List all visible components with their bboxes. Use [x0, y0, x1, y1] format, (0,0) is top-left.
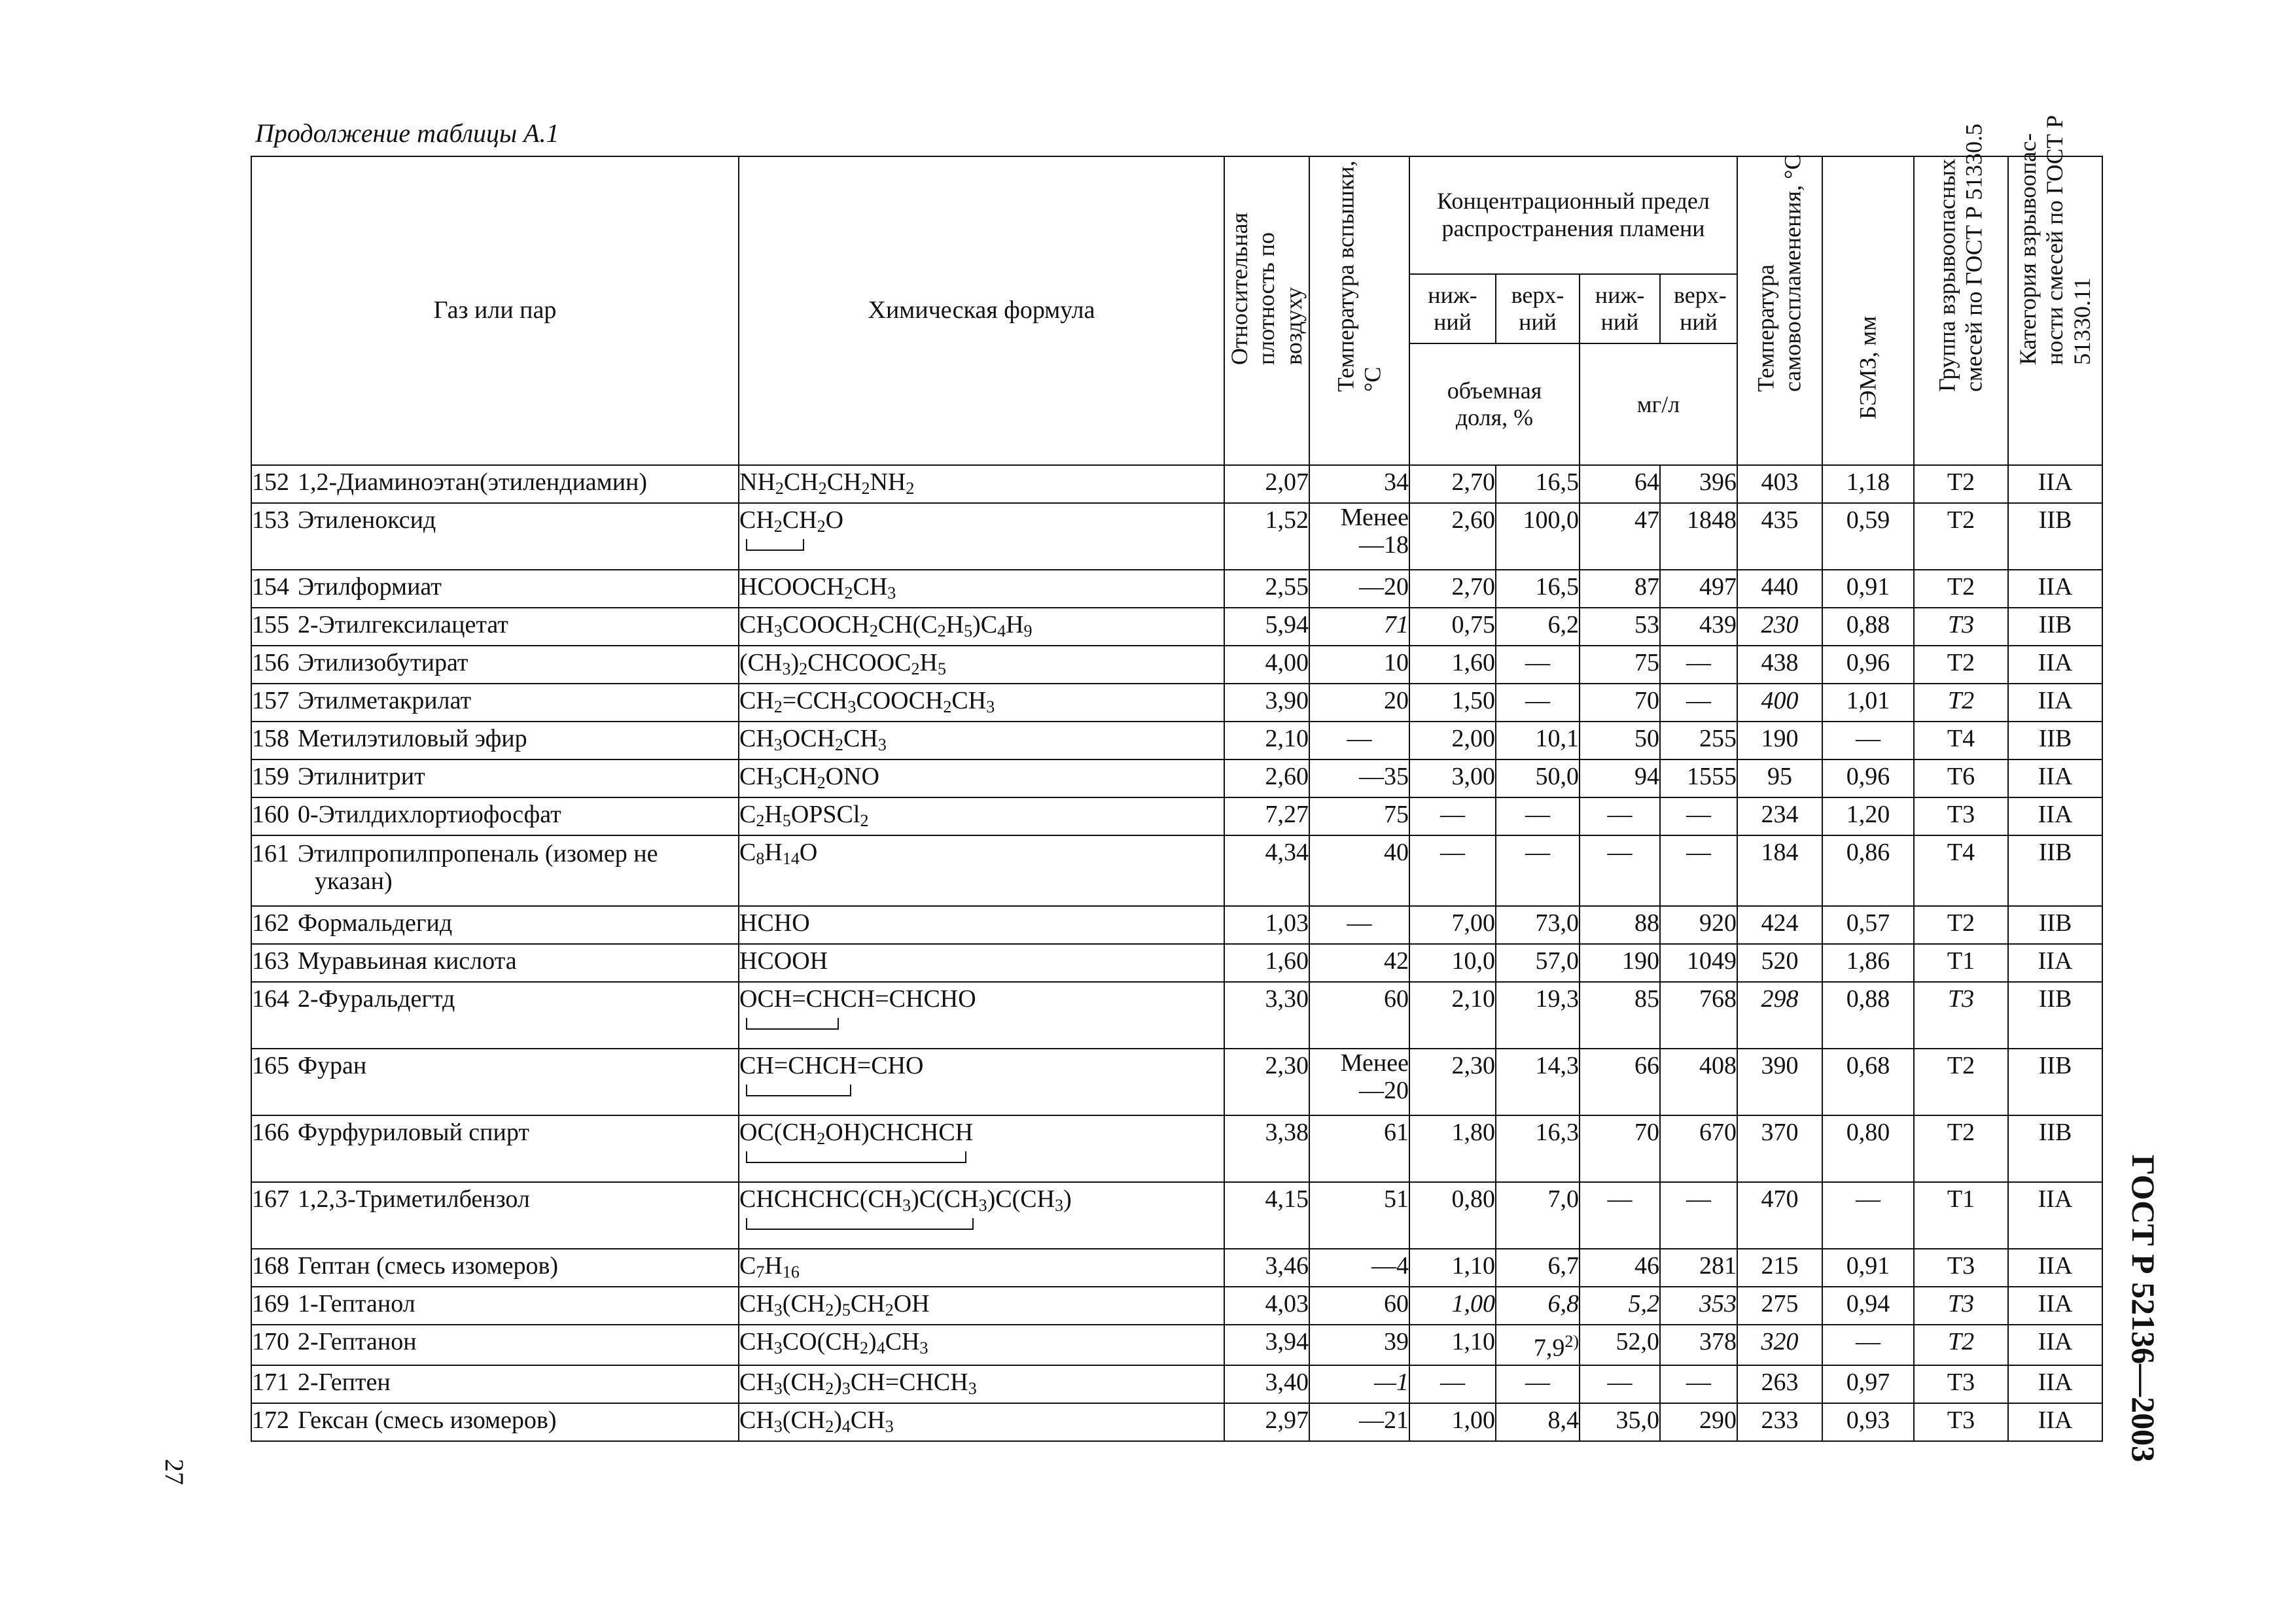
group-cell: Т2	[1914, 906, 2008, 944]
lower-mg-cell: —	[1580, 797, 1660, 835]
chemical-formula: OCH=CHCH=CHCHO	[739, 982, 1224, 1049]
group-cell: Т2	[1914, 684, 2008, 722]
autoign-cell: 298	[1737, 982, 1822, 1049]
chemical-formula: $C_8H_{14}O$	[739, 835, 1224, 906]
autoign-cell: 215	[1737, 1249, 1822, 1287]
chemical-formula: $CH_3(CH_2)_3CH=CHCH_3$	[739, 1365, 1224, 1403]
upper-mg-cell: 290	[1660, 1403, 1737, 1441]
bemz-cell: 0,57	[1822, 906, 1914, 944]
lower-mg-cell: 70	[1580, 1115, 1660, 1182]
table-row	[251, 503, 2102, 570]
table-row	[251, 797, 2102, 835]
density-cell: 5,94	[1224, 608, 1309, 646]
header-volume-fraction: объемная доля, %	[1409, 343, 1580, 465]
bemz-cell: 0,59	[1822, 503, 1914, 570]
chemical-formula: $CH_3COOCH_2CH(C_2H_5)C_4H_9$	[739, 608, 1224, 646]
lower-vol-cell: 0,75	[1409, 608, 1496, 646]
chemical-formula: $CH_3CH_2ONO$	[739, 759, 1224, 797]
upper-mg-cell: —	[1660, 797, 1737, 835]
table-row	[251, 1049, 2102, 1115]
page-number: 27	[160, 1459, 189, 1485]
autoign-cell: 233	[1737, 1403, 1822, 1441]
table-caption: Продолжение таблицы А.1	[255, 118, 559, 148]
lower-vol-cell: 1,10	[1409, 1325, 1496, 1365]
category-cell: IIA	[2008, 1325, 2102, 1365]
gas-name: 159 Этилнитрит	[251, 759, 739, 797]
bemz-cell: 1,20	[1822, 797, 1914, 835]
chemical-formula: HCOOH	[739, 944, 1224, 982]
header-mg-per-l: мг/л	[1580, 343, 1737, 465]
density-cell: 3,90	[1224, 684, 1309, 722]
group-cell: Т4	[1914, 722, 2008, 759]
category-cell: IIB	[2008, 1115, 2102, 1182]
flash-cell: 75	[1309, 797, 1409, 835]
density-cell: 1,60	[1224, 944, 1309, 982]
lower-vol-cell: 2,60	[1409, 503, 1496, 570]
upper-vol-cell: 16,5	[1496, 465, 1580, 503]
lower-mg-cell: 64	[1580, 465, 1660, 503]
lower-vol-cell: 2,10	[1409, 982, 1496, 1049]
lower-vol-cell: 1,50	[1409, 684, 1496, 722]
gas-name: 165 Фуран	[251, 1049, 739, 1115]
lower-mg-cell: 53	[1580, 608, 1660, 646]
density-cell: 2,10	[1224, 722, 1309, 759]
upper-mg-cell: 281	[1660, 1249, 1737, 1287]
group-cell: Т3	[1914, 1365, 2008, 1403]
flash-cell: —21	[1309, 1403, 1409, 1441]
header-group: Группа взрывоопасных смесей по ГОСТ Р 51330.5	[1914, 156, 2008, 465]
upper-mg-cell: 920	[1660, 906, 1737, 944]
density-cell: 2,97	[1224, 1403, 1309, 1441]
lower-mg-cell: 190	[1580, 944, 1660, 982]
header-formula: Химическая формула	[739, 156, 1224, 465]
header-bemz: БЭМЗ, мм	[1822, 156, 1914, 465]
flash-cell: 40	[1309, 835, 1409, 906]
flash-cell: 71	[1309, 608, 1409, 646]
upper-vol-cell: —	[1496, 835, 1580, 906]
table-row	[251, 1182, 2102, 1249]
lower-mg-cell: 94	[1580, 759, 1660, 797]
table-row	[251, 570, 2102, 608]
upper-vol-cell: 14,3	[1496, 1049, 1580, 1115]
header-autoignition: Температура самовоспламенения, °C	[1737, 156, 1822, 465]
lower-mg-cell: 70	[1580, 684, 1660, 722]
upper-vol-cell: 10,1	[1496, 722, 1580, 759]
group-cell: Т6	[1914, 759, 2008, 797]
upper-vol-cell: 6,7	[1496, 1249, 1580, 1287]
category-cell: IIA	[2008, 759, 2102, 797]
header-lower-mg: ниж- ний	[1580, 274, 1660, 344]
table-row	[251, 835, 2102, 906]
group-cell: Т2	[1914, 570, 2008, 608]
upper-mg-cell: 1555	[1660, 759, 1737, 797]
standard-code: ГОСТ Р 52136—2003	[2125, 1155, 2162, 1463]
category-cell: IIA	[2008, 570, 2102, 608]
gas-name: 155 2-Этилгексилацетат	[251, 608, 739, 646]
upper-vol-cell: 16,5	[1496, 570, 1580, 608]
density-cell: 4,15	[1224, 1182, 1309, 1249]
density-cell: 3,38	[1224, 1115, 1309, 1182]
group-cell: Т3	[1914, 608, 2008, 646]
table-row	[251, 465, 2102, 503]
group-cell: Т3	[1914, 982, 2008, 1049]
upper-mg-cell: 670	[1660, 1115, 1737, 1182]
gas-name: 166 Фурфуриловый спирт	[251, 1115, 739, 1182]
flash-cell: —1	[1309, 1365, 1409, 1403]
density-cell: 3,46	[1224, 1249, 1309, 1287]
upper-vol-cell: 7,0	[1496, 1182, 1580, 1249]
lower-vol-cell: —	[1409, 835, 1496, 906]
bemz-cell: 0,97	[1822, 1365, 1914, 1403]
bemz-cell: 1,18	[1822, 465, 1914, 503]
flash-cell: —	[1309, 906, 1409, 944]
lower-vol-cell: 1,00	[1409, 1287, 1496, 1325]
upper-vol-cell: 100,0	[1496, 503, 1580, 570]
autoign-cell: 400	[1737, 684, 1822, 722]
header-upper-vol: верх- ний	[1496, 274, 1580, 344]
gas-name: 167 1,2,3-Триметилбензол	[251, 1182, 739, 1249]
bemz-cell: 0,88	[1822, 982, 1914, 1049]
bemz-cell: 0,68	[1822, 1049, 1914, 1115]
table-row	[251, 1325, 2102, 1365]
group-cell: Т2	[1914, 503, 2008, 570]
group-cell: Т3	[1914, 1287, 2008, 1325]
autoign-cell: 440	[1737, 570, 1822, 608]
group-cell: Т2	[1914, 1115, 2008, 1182]
lower-mg-cell: 88	[1580, 906, 1660, 944]
gas-name: 156 Этилизобутират	[251, 646, 739, 684]
flash-cell: Менее —18	[1309, 503, 1409, 570]
lower-vol-cell: 1,00	[1409, 1403, 1496, 1441]
table-row	[251, 982, 2102, 1049]
category-cell: IIA	[2008, 1182, 2102, 1249]
autoign-cell: 403	[1737, 465, 1822, 503]
chemical-formula: $CH_3CO(CH_2)_4CH_3$	[739, 1325, 1224, 1365]
lower-vol-cell: 2,70	[1409, 465, 1496, 503]
lower-vol-cell: 10,0	[1409, 944, 1496, 982]
lower-mg-cell: 66	[1580, 1049, 1660, 1115]
bemz-cell: 0,93	[1822, 1403, 1914, 1441]
upper-vol-cell: 73,0	[1496, 906, 1580, 944]
bemz-cell: 0,88	[1822, 608, 1914, 646]
table-row	[251, 646, 2102, 684]
gas-name: 154 Этилформиат	[251, 570, 739, 608]
gas-name: 157 Этилметакрилат	[251, 684, 739, 722]
upper-mg-cell: —	[1660, 646, 1737, 684]
category-cell: IIA	[2008, 1249, 2102, 1287]
header-concentration: Концентрационный предел распространения пламени	[1409, 156, 1737, 274]
bemz-cell: 1,01	[1822, 684, 1914, 722]
category-cell: IIA	[2008, 797, 2102, 835]
table-row	[251, 1287, 2102, 1325]
flash-cell: 20	[1309, 684, 1409, 722]
autoign-cell: 470	[1737, 1182, 1822, 1249]
header-density: Относительная плотность по воздуху	[1224, 156, 1309, 465]
lower-mg-cell: —	[1580, 835, 1660, 906]
flash-cell: Менее —20	[1309, 1049, 1409, 1115]
autoign-cell: 95	[1737, 759, 1822, 797]
upper-vol-cell: —	[1496, 646, 1580, 684]
group-cell: Т3	[1914, 1249, 2008, 1287]
header-gas: Газ или пар	[251, 156, 739, 465]
upper-mg-cell: 408	[1660, 1049, 1737, 1115]
group-cell: Т2	[1914, 1325, 2008, 1365]
upper-mg-cell: 353	[1660, 1287, 1737, 1325]
density-cell: 1,52	[1224, 503, 1309, 570]
category-cell: IIA	[2008, 1287, 2102, 1325]
lower-mg-cell: 47	[1580, 503, 1660, 570]
density-cell: 2,30	[1224, 1049, 1309, 1115]
lower-vol-cell: —	[1409, 1365, 1496, 1403]
category-cell: IIA	[2008, 1365, 2102, 1403]
category-cell: IIB	[2008, 835, 2102, 906]
upper-vol-cell: 19,3	[1496, 982, 1580, 1049]
chemical-formula: $CH_3OCH_2CH_3$	[739, 722, 1224, 759]
gas-name: 170 2-Гептанон	[251, 1325, 739, 1365]
group-cell: Т3	[1914, 1403, 2008, 1441]
lower-vol-cell: 1,60	[1409, 646, 1496, 684]
upper-mg-cell: —	[1660, 835, 1737, 906]
bemz-cell: —	[1822, 1325, 1914, 1365]
density-cell: 2,07	[1224, 465, 1309, 503]
upper-vol-cell: 57,0	[1496, 944, 1580, 982]
bemz-cell: 0,94	[1822, 1287, 1914, 1325]
upper-vol-cell: 50,0	[1496, 759, 1580, 797]
chemical-formula: $CH_2CH_2O$	[739, 503, 1224, 570]
gas-name: 168 Гептан (смесь изомеров)	[251, 1249, 739, 1287]
autoign-cell: 230	[1737, 608, 1822, 646]
group-cell: Т1	[1914, 944, 2008, 982]
density-cell: 1,03	[1224, 906, 1309, 944]
chemical-formula: $C_2H_5OPSCl_2$	[739, 797, 1224, 835]
gas-name: 162 Формальдегид	[251, 906, 739, 944]
gas-name: 163 Муравьиная кислота	[251, 944, 739, 982]
flash-cell: —20	[1309, 570, 1409, 608]
autoign-cell: 520	[1737, 944, 1822, 982]
group-cell: Т2	[1914, 1049, 2008, 1115]
category-cell: IIA	[2008, 465, 2102, 503]
density-cell: 3,94	[1224, 1325, 1309, 1365]
autoign-cell: 190	[1737, 722, 1822, 759]
gas-name: 161 Этилпропилпропеналь (изомер не указан)	[251, 835, 739, 906]
table-row	[251, 1115, 2102, 1182]
lower-vol-cell: 2,00	[1409, 722, 1496, 759]
chemical-formula: CH=CHCH=CHO	[739, 1049, 1224, 1115]
bemz-cell: 0,96	[1822, 646, 1914, 684]
chemical-formula: $CH_2=CCH_3COOCH_2CH_3$	[739, 684, 1224, 722]
category-cell: IIA	[2008, 1403, 2102, 1441]
upper-vol-cell: 8,4	[1496, 1403, 1580, 1441]
bemz-cell: 1,86	[1822, 944, 1914, 982]
flash-cell: 60	[1309, 982, 1409, 1049]
header-lower-vol: ниж- ний	[1409, 274, 1496, 344]
upper-vol-cell: 16,3	[1496, 1115, 1580, 1182]
density-cell: 3,30	[1224, 982, 1309, 1049]
table-row	[251, 944, 2102, 982]
density-cell: 4,34	[1224, 835, 1309, 906]
autoign-cell: 263	[1737, 1365, 1822, 1403]
lower-mg-cell: —	[1580, 1365, 1660, 1403]
autoign-cell: 275	[1737, 1287, 1822, 1325]
flash-cell: 34	[1309, 465, 1409, 503]
header-upper-mg: верх- ний	[1660, 274, 1737, 344]
autoign-cell: 320	[1737, 1325, 1822, 1365]
upper-vol-cell: —	[1496, 684, 1580, 722]
lower-vol-cell: 2,30	[1409, 1049, 1496, 1115]
flash-cell: 10	[1309, 646, 1409, 684]
table-row	[251, 608, 2102, 646]
chemical-formula: HCHO	[739, 906, 1224, 944]
lower-mg-cell: —	[1580, 1182, 1660, 1249]
upper-vol-cell: 7,9$^{2)}$	[1496, 1325, 1580, 1365]
flash-cell: 61	[1309, 1115, 1409, 1182]
upper-mg-cell: —	[1660, 1182, 1737, 1249]
group-cell: Т2	[1914, 646, 2008, 684]
flash-cell: 42	[1309, 944, 1409, 982]
flash-cell: 39	[1309, 1325, 1409, 1365]
density-cell: 2,55	[1224, 570, 1309, 608]
chemical-formula: $(CH_3)_2CHCOOC_2H_5$	[739, 646, 1224, 684]
gas-name: 160 0-Этилдихлортиофосфат	[251, 797, 739, 835]
lower-vol-cell: 0,80	[1409, 1182, 1496, 1249]
density-cell: 7,27	[1224, 797, 1309, 835]
category-cell: IIB	[2008, 982, 2102, 1049]
group-cell: Т2	[1914, 465, 2008, 503]
upper-mg-cell: 378	[1660, 1325, 1737, 1365]
category-cell: IIB	[2008, 722, 2102, 759]
category-cell: IIA	[2008, 684, 2102, 722]
lower-vol-cell: 1,80	[1409, 1115, 1496, 1182]
autoign-cell: 435	[1737, 503, 1822, 570]
upper-mg-cell: 439	[1660, 608, 1737, 646]
gas-name: 172 Гексан (смесь изомеров)	[251, 1403, 739, 1441]
gas-name: 158 Метилэтиловый эфир	[251, 722, 739, 759]
upper-mg-cell: 255	[1660, 722, 1737, 759]
autoign-cell: 234	[1737, 797, 1822, 835]
bemz-cell: 0,96	[1822, 759, 1914, 797]
lower-vol-cell: —	[1409, 797, 1496, 835]
density-cell: 4,03	[1224, 1287, 1309, 1325]
category-cell: IIB	[2008, 1049, 2102, 1115]
bemz-cell: —	[1822, 722, 1914, 759]
lower-mg-cell: 75	[1580, 646, 1660, 684]
chemical-formula: $HCOOCH_2CH_3$	[739, 570, 1224, 608]
lower-mg-cell: 46	[1580, 1249, 1660, 1287]
chemical-formula: $CH_3(CH_2)_5CH_2OH$	[739, 1287, 1224, 1325]
upper-vol-cell: 6,2	[1496, 608, 1580, 646]
autoign-cell: 184	[1737, 835, 1822, 906]
lower-vol-cell: 7,00	[1409, 906, 1496, 944]
lower-mg-cell: 5,2	[1580, 1287, 1660, 1325]
density-cell: 2,60	[1224, 759, 1309, 797]
table-row	[251, 759, 2102, 797]
autoign-cell: 438	[1737, 646, 1822, 684]
header-category: Категория взрывоопас- ности смесей по ГОСТ Р 51330.11	[2008, 156, 2102, 465]
group-cell: Т3	[1914, 797, 2008, 835]
density-cell: 3,40	[1224, 1365, 1309, 1403]
table-row	[251, 906, 2102, 944]
lower-mg-cell: 50	[1580, 722, 1660, 759]
upper-vol-cell: —	[1496, 797, 1580, 835]
gas-name: 152 1,2-Диаминоэтан(этилендиамин)	[251, 465, 739, 503]
gas-name: 164 2-Фуральдегтд	[251, 982, 739, 1049]
upper-mg-cell: 1848	[1660, 503, 1737, 570]
category-cell: IIA	[2008, 646, 2102, 684]
bemz-cell: 0,86	[1822, 835, 1914, 906]
bemz-cell: 0,80	[1822, 1115, 1914, 1182]
category-cell: IIB	[2008, 608, 2102, 646]
upper-vol-cell: 6,8	[1496, 1287, 1580, 1325]
header-flash: Температура вспышки, °C	[1309, 156, 1409, 465]
gas-name: 169 1-Гептанол	[251, 1287, 739, 1325]
group-cell: Т4	[1914, 835, 2008, 906]
flash-cell: 51	[1309, 1182, 1409, 1249]
category-cell: IIA	[2008, 944, 2102, 982]
upper-mg-cell: 1049	[1660, 944, 1737, 982]
table-row	[251, 722, 2102, 759]
table-row	[251, 1249, 2102, 1287]
chemical-formula: $NH_2CH_2CH_2NH_2$	[739, 465, 1224, 503]
chemical-formula: $OC(CH_2OH)CHCHCH$	[739, 1115, 1224, 1182]
gas-name: 171 2-Гептен	[251, 1365, 739, 1403]
table-row	[251, 684, 2102, 722]
chemical-formula: $C_7H_{16}$	[739, 1249, 1224, 1287]
lower-mg-cell: 35,0	[1580, 1403, 1660, 1441]
upper-mg-cell: —	[1660, 684, 1737, 722]
autoign-cell: 424	[1737, 906, 1822, 944]
table-row	[251, 1365, 2102, 1403]
autoign-cell: 390	[1737, 1049, 1822, 1115]
lower-vol-cell: 1,10	[1409, 1249, 1496, 1287]
bemz-cell: 0,91	[1822, 1249, 1914, 1287]
lower-mg-cell: 85	[1580, 982, 1660, 1049]
lower-vol-cell: 3,00	[1409, 759, 1496, 797]
category-cell: IIB	[2008, 503, 2102, 570]
table-row	[251, 1403, 2102, 1441]
category-cell: IIB	[2008, 906, 2102, 944]
flash-cell: 60	[1309, 1287, 1409, 1325]
lower-vol-cell: 2,70	[1409, 570, 1496, 608]
upper-mg-cell: —	[1660, 1365, 1737, 1403]
density-cell: 4,00	[1224, 646, 1309, 684]
flash-cell: —35	[1309, 759, 1409, 797]
autoign-cell: 370	[1737, 1115, 1822, 1182]
bemz-cell: 0,91	[1822, 570, 1914, 608]
lower-mg-cell: 52,0	[1580, 1325, 1660, 1365]
group-cell: Т1	[1914, 1182, 2008, 1249]
gas-name: 153 Этиленоксид	[251, 503, 739, 570]
flash-cell: —	[1309, 722, 1409, 759]
bemz-cell: —	[1822, 1182, 1914, 1249]
upper-mg-cell: 396	[1660, 465, 1737, 503]
chemical-formula: $CH_3(CH_2)_4CH_3$	[739, 1403, 1224, 1441]
chemical-formula: $CHCHCHC(CH_3)C(CH_3)C(CH_3)$	[739, 1182, 1224, 1249]
upper-mg-cell: 497	[1660, 570, 1737, 608]
lower-mg-cell: 87	[1580, 570, 1660, 608]
upper-mg-cell: 768	[1660, 982, 1737, 1049]
upper-vol-cell: —	[1496, 1365, 1580, 1403]
flash-cell: —4	[1309, 1249, 1409, 1287]
